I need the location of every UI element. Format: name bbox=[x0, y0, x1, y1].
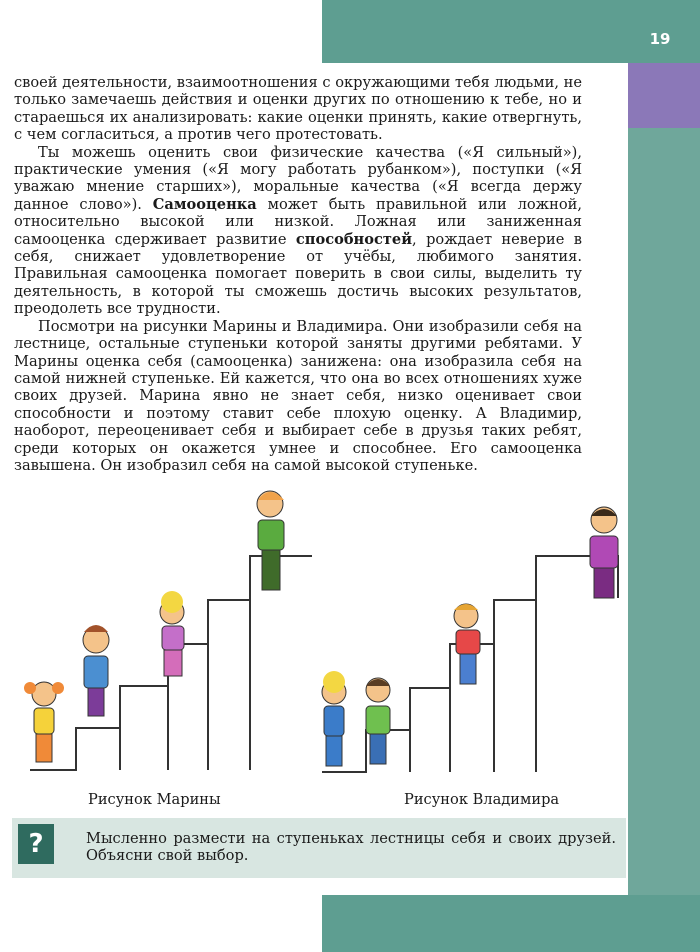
paragraph bbox=[14, 144, 582, 318]
side-band bbox=[628, 63, 700, 952]
page-number: 19 bbox=[649, 30, 671, 48]
child-figure bbox=[83, 625, 109, 716]
paragraph-part: Ты можешь оценить свои физические качества («Я сильный»), практические умения («Я могу работать рубанком»), поступки («Я уважаю мнение старших»), моральные качества («Я всегда держу данное слово»). bbox=[14, 143, 582, 213]
paragraph: своей деятельности, взаимоотношения с окружающими тебя людьми, не только замечаешь действия и оценки других по отношению к тебе, но и стараешься их анализировать: какие оценки принять, какие отвергнуть, с чем согласиться, а против чего протестовать. bbox=[14, 74, 582, 144]
child-figure bbox=[322, 671, 346, 766]
term-abilities: способностей bbox=[295, 230, 413, 248]
child-figure bbox=[366, 678, 390, 764]
child-figure bbox=[454, 604, 480, 684]
body-text bbox=[14, 74, 582, 474]
child-figure-marina bbox=[24, 682, 64, 762]
question-icon: ? bbox=[18, 824, 54, 864]
caption-marina: Рисунок Марины bbox=[88, 791, 221, 808]
child-figure bbox=[257, 491, 284, 590]
term-self-esteem: Самооценка bbox=[152, 195, 257, 213]
stairs-illustration bbox=[0, 480, 628, 790]
paragraph-part: может быть правильной или ложной, относительно высокой или низкой. Ложная или заниженная самооценка сдерживает развитие bbox=[14, 195, 582, 248]
caption-vladimir: Рисунок Владимира bbox=[404, 791, 560, 808]
child-figure bbox=[160, 591, 184, 676]
chapter-tab bbox=[628, 63, 700, 128]
paragraph-part: , рождает неверие в себя, снижает удовлетворение от учёбы, любимого занятия. Правильная самооценка помогает поверить в свои силы, выделить ту деятельность, в которой ты сможешь достичь высоких результатов, преодолеть все трудности. bbox=[14, 230, 582, 318]
question-text: Мысленно размести на ступеньках лестницы себя и своих друзей. Объясни свой выбор. bbox=[86, 830, 616, 865]
child-figure-vladimir bbox=[590, 507, 618, 598]
footer-band bbox=[322, 895, 700, 952]
paragraph: Посмотри на рисунки Марины и Владимира. Они изобразили себя на лестнице, остальные ступеньки которой заняты другими ребятами. У Марины оценка себя (самооценка) занижена: она изобразила себя на самой нижней ступеньке. Ей кажется, что она во всех отношениях хуже своих друзей. Марина явно не знает себя, низко оценивает свои способности и поэтому ставит себе плохую оценку. А Владимир, наоборот, переоценивает себя и выбирает себе в друзья таких ребят, среди которых он окажется умнее и способнее. Его самооценка завышена. Он изобразил себя на самой высокой ступеньке. bbox=[14, 317, 582, 474]
